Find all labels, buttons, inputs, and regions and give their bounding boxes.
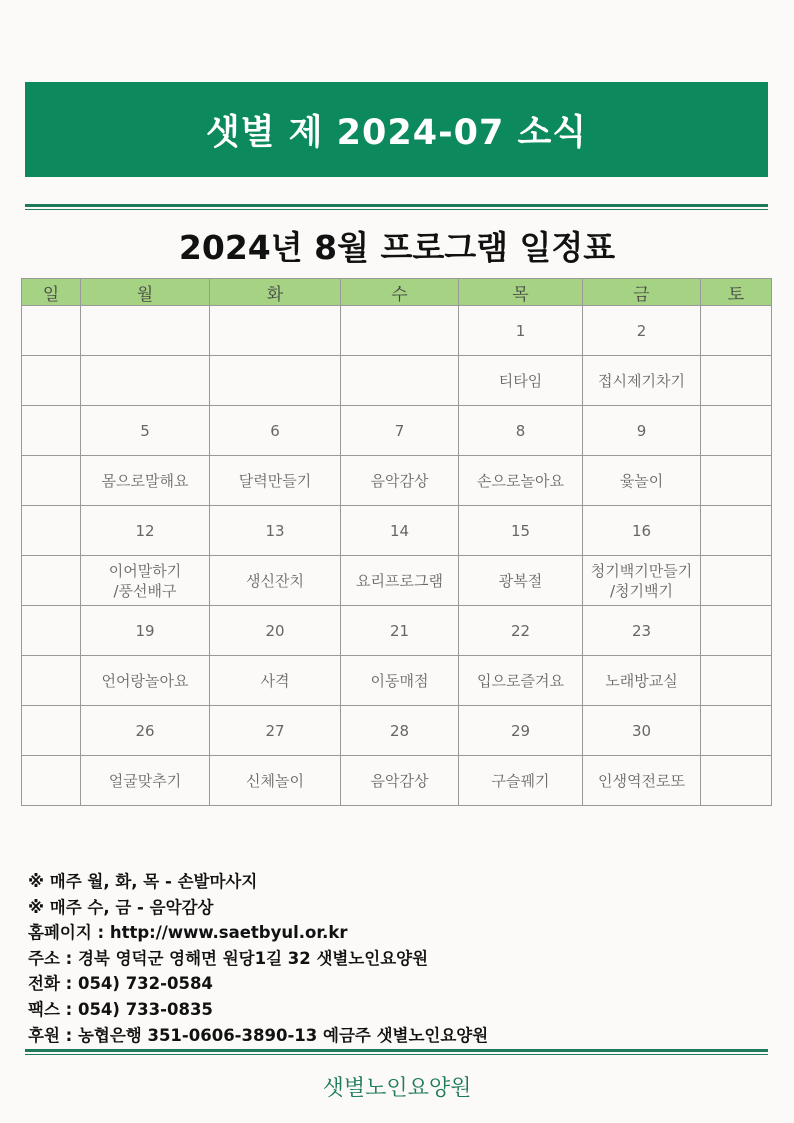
date-row [22, 606, 772, 656]
date-cell: 27 [210, 706, 341, 756]
activity-cell: 티타임 [459, 356, 583, 406]
activity-cell: 윷놀이 [583, 456, 701, 506]
info-line-address: 주소 : 경북 영덕군 영해면 원당1길 32 샛별노인요양원 [28, 948, 429, 968]
weekday-thu: 목 [459, 279, 583, 306]
activity-cell: 신체놀이 [210, 756, 341, 806]
activity-cell [22, 656, 81, 706]
newsletter-banner [25, 82, 768, 177]
info-line-homepage: 홈페이지 : http://www.saetbyul.or.kr [28, 923, 348, 943]
activity-row [22, 456, 772, 506]
info-line-massage: ※ 매주 월, 화, 목 - 손발마사지 [28, 872, 258, 891]
date-cell: 13 [210, 506, 341, 556]
info-line-phone: 전화 : 054) 732-0584 [28, 974, 213, 994]
activity-cell: 달력만들기 [210, 456, 341, 506]
date-cell [341, 306, 459, 356]
weekday-wed: 수 [341, 279, 459, 306]
bottom-divider [25, 1049, 768, 1055]
activity-cell [701, 556, 772, 606]
date-cell: 15 [459, 506, 583, 556]
date-cell [701, 606, 772, 656]
activity-cell [701, 356, 772, 406]
date-cell: 9 [583, 406, 701, 456]
date-cell: 29 [459, 706, 583, 756]
date-cell: 30 [583, 706, 701, 756]
activity-cell [701, 756, 772, 806]
activity-cell: 노래방교실 [583, 656, 701, 706]
footer-facility-name: 샛별노인요양원 [322, 1076, 472, 1101]
weekday-sat: 토 [701, 279, 772, 306]
date-cell: 8 [459, 406, 583, 456]
activity-cell: 이동매점 [341, 656, 459, 706]
date-cell: 5 [81, 406, 210, 456]
date-cell [22, 706, 81, 756]
date-cell: 1 [459, 306, 583, 356]
activity-cell: 구슬꿰기 [459, 756, 583, 806]
activity-cell: 접시제기차기 [583, 356, 701, 406]
activity-cell [210, 356, 341, 406]
activity-cell: 몸으로말해요 [81, 456, 210, 506]
date-cell: 26 [81, 706, 210, 756]
date-cell [210, 306, 341, 356]
activity-cell: 사격 [210, 656, 341, 706]
info-block [28, 869, 488, 1048]
date-cell: 16 [583, 506, 701, 556]
date-cell: 6 [210, 406, 341, 456]
date-cell: 28 [341, 706, 459, 756]
date-cell [701, 706, 772, 756]
top-divider [25, 204, 768, 210]
activity-cell: 청기백기만들기 /청기백기 [583, 556, 701, 606]
date-cell [22, 506, 81, 556]
date-cell: 14 [341, 506, 459, 556]
date-cell: 12 [81, 506, 210, 556]
activity-cell: 음악감상 [341, 456, 459, 506]
activity-cell [701, 456, 772, 506]
date-row [22, 706, 772, 756]
activity-row [22, 556, 772, 606]
date-cell: 19 [81, 606, 210, 656]
date-cell [701, 306, 772, 356]
activity-row [22, 656, 772, 706]
weekday-fri: 금 [583, 279, 701, 306]
date-cell: 23 [583, 606, 701, 656]
activity-cell: 얼굴맞추기 [81, 756, 210, 806]
activity-row [22, 356, 772, 406]
program-calendar [21, 278, 772, 806]
date-cell: 21 [341, 606, 459, 656]
activity-cell: 입으로즐겨요 [459, 656, 583, 706]
banner-title: 샛별 제 2024-07 소식 [205, 112, 588, 153]
activity-cell: 언어랑놀아요 [81, 656, 210, 706]
activity-cell [81, 356, 210, 406]
activity-cell [22, 456, 81, 506]
date-cell [701, 406, 772, 456]
activity-cell [22, 356, 81, 406]
schedule-title: 2024년 8월 프로그램 일정표 [178, 228, 616, 267]
date-cell [22, 606, 81, 656]
activity-cell: 손으로놀아요 [459, 456, 583, 506]
date-cell [22, 406, 81, 456]
date-cell [701, 506, 772, 556]
date-row [22, 506, 772, 556]
activity-cell: 생신잔치 [210, 556, 341, 606]
activity-cell: 광복절 [459, 556, 583, 606]
date-cell: 22 [459, 606, 583, 656]
date-cell [81, 306, 210, 356]
info-line-music: ※ 매주 수, 금 - 음악감상 [28, 897, 214, 917]
activity-cell [22, 756, 81, 806]
weekday-sun: 일 [22, 279, 81, 306]
info-line-fax: 팩스 : 054) 733-0835 [28, 999, 213, 1019]
weekday-mon: 월 [81, 279, 210, 306]
date-cell [22, 306, 81, 356]
date-row [22, 406, 772, 456]
activity-cell: 요리프로그램 [341, 556, 459, 606]
activity-cell [341, 356, 459, 406]
weekday-header-row [22, 279, 772, 306]
weekday-tue: 화 [210, 279, 341, 306]
date-cell: 7 [341, 406, 459, 456]
activity-cell: 음악감상 [341, 756, 459, 806]
date-cell: 20 [210, 606, 341, 656]
activity-cell [22, 556, 81, 606]
date-row [22, 306, 772, 356]
activity-row [22, 756, 772, 806]
info-line-donation: 후원 : 농협은행 351-0606-3890-13 예금주 샛별노인요양원 [28, 1025, 489, 1045]
activity-cell: 인생역전로또 [583, 756, 701, 806]
date-cell: 2 [583, 306, 701, 356]
activity-cell [701, 656, 772, 706]
activity-cell: 이어말하기 /풍선배구 [81, 556, 210, 606]
